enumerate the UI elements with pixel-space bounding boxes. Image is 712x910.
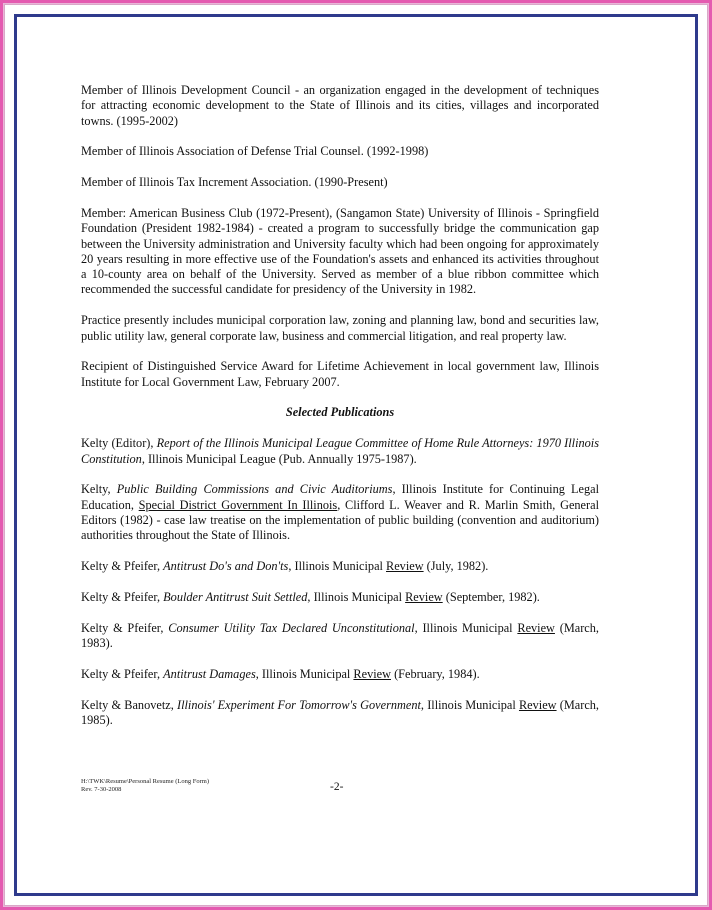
publication-author: Kelty & Banovetz, xyxy=(81,697,177,712)
paragraph-award: Recipient of Distinguished Service Award for Lifetime Achievement in local government law, Illinois Institute for Local Government Law, February 2007. xyxy=(81,359,599,389)
paragraph-development-council: Member of Illinois Development Council - an organization engaged in the development of techniques for attracting economic development to the State of Illinois and its cities, villages and incorporated towns. (1995-2002) xyxy=(81,83,599,128)
publication-author: Kelty & Pfeifer, xyxy=(81,589,164,604)
publication-title: Consumer Utility Tax Declared Unconstitutional xyxy=(168,620,415,635)
footer-file-info xyxy=(81,778,209,794)
publication-date: (July, 1982). xyxy=(423,559,489,574)
publication-item xyxy=(81,590,599,605)
publication-date: (March, 1983). xyxy=(81,620,599,650)
publication-author: Kelty (Editor), xyxy=(81,436,157,451)
section-heading: Selected Publications xyxy=(285,405,395,420)
publication-journal: Review xyxy=(353,666,391,681)
publication-date: (March, 1985). xyxy=(81,697,600,727)
publication-author: Kelty, xyxy=(81,482,117,497)
publication-journal: Review xyxy=(405,589,443,604)
publication-source: , Illinois Municipal xyxy=(288,559,387,574)
paragraph-practice: Practice presently includes municipal corporation law, zoning and planning law, bond and securities law, public utility law, general corporate law, business and commercial litigation, and real property law. xyxy=(81,313,599,343)
publication-item xyxy=(81,482,599,543)
publication-source: , Illinois Municipal xyxy=(414,620,518,635)
publication-date: (February, 1984). xyxy=(391,666,480,681)
publication-author: Kelty & Pfeifer, xyxy=(81,559,164,574)
footer-revision: Rev. 7-30-2008 xyxy=(81,786,122,793)
publication-source: , Illinois Municipal xyxy=(420,697,519,712)
publication-source: , Illinois Institute for Continuing Legal Education, xyxy=(81,482,599,512)
publication-source: , Illinois Municipal xyxy=(255,666,354,681)
publication-item xyxy=(81,667,599,682)
publication-title: Public Building Commissions and Civic Auditoriums xyxy=(116,482,393,497)
publication-details: , Clifford L. Weaver and R. Marlin Smith, General Editors (1982) - case law treatise on the implementation of public building (convention and auditorium) authorities throughout the State of Illinois. xyxy=(81,497,599,543)
document-body xyxy=(81,83,599,744)
publication-item xyxy=(81,621,599,652)
publication-title: Report of the Illinois Municipal League Committee of Home Rule Attorneys: 1970 Illinois Constitution xyxy=(81,436,600,466)
publication-journal: Review xyxy=(517,620,555,635)
publication-journal: Review xyxy=(518,697,557,712)
publication-date: (September, 1982). xyxy=(442,589,540,604)
publication-title: Illinois' Experiment For Tomorrow's Government xyxy=(176,697,421,712)
paragraph-defense-trial-counsel: Member of Illinois Association of Defense Trial Counsel. (1992-1998) xyxy=(81,144,429,159)
publication-book-title: Special District Government In Illinois xyxy=(138,497,338,512)
publication-item xyxy=(81,436,599,467)
publication-author: Kelty & Pfeifer, xyxy=(81,620,169,635)
publication-item xyxy=(81,698,599,729)
footer-path: H:\TWK\Resume\Personal Resume (Long Form) xyxy=(81,778,209,785)
publication-author: Kelty & Pfeifer, xyxy=(81,666,164,681)
publication-journal: Review xyxy=(386,559,424,574)
page-number: -2- xyxy=(330,781,344,793)
publication-source: , Illinois Municipal xyxy=(307,589,406,604)
publication-item xyxy=(81,559,599,574)
paragraph-tax-increment: Member of Illinois Tax Increment Association. (1990-Present) xyxy=(81,175,388,190)
publication-title: Antitrust Damages xyxy=(163,666,256,681)
publication-title: Antitrust Do's and Don'ts xyxy=(163,559,289,574)
paragraph-business-club: Member: American Business Club (1972-Present), (Sangamon State) University of Illinois - Springfield Foundation (President 1982-1984) - created a program to successfully bridge the communication gap between the University administration and University faculty which had been ongoing for approximately 20 years resulting in more effective use of the Foundation's assets and enhanced its activities throughout a 10-county area on behalf of the University. Served as member of a blue ribbon committee which recommended the successful candidate for presidency of the University in 1982. xyxy=(81,205,599,297)
publication-source: , Illinois Municipal League (Pub. Annually 1975-1987). xyxy=(141,451,417,466)
publication-title: Boulder Antitrust Suit Settled xyxy=(163,589,308,604)
